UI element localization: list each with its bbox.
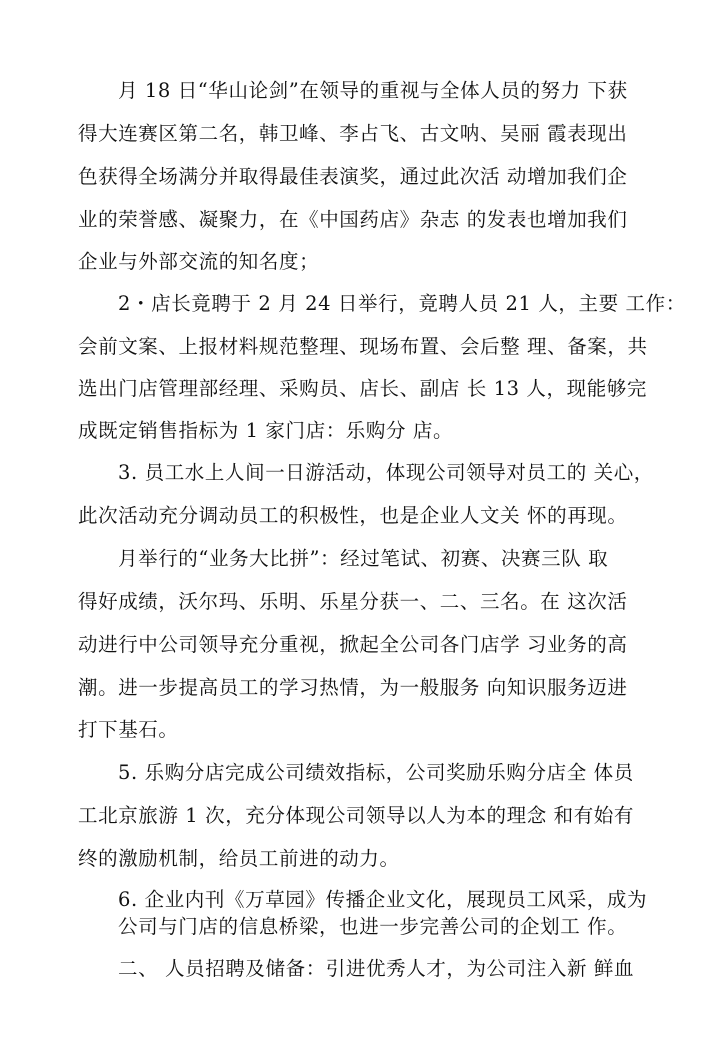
text-line: 动进行中公司领导充分重视，掀起全公司各门店学 习业务的高 bbox=[78, 633, 628, 656]
text-line: 工北京旅游 1 次，充分体现公司领导以人为本的理念 和有始有 bbox=[78, 804, 635, 827]
text-line: 打下基石。 bbox=[78, 718, 179, 741]
text-line: 得好成绩，沃尔玛、乐明、乐星分获一、二、三名。在 这次活 bbox=[78, 590, 628, 613]
text-line: 企业与外部交流的知名度； bbox=[78, 250, 320, 273]
text-line: 色获得全场满分并取得最佳表演奖，通过此次活 动增加我们企 bbox=[78, 165, 628, 188]
text-line: 得大连赛区第二名，韩卫峰、李占飞、古文呐、吴丽 霞表现出 bbox=[78, 122, 628, 145]
text-line: 选出门店管理部经理、采购员、店长、副店 长 13 人，现能够完 bbox=[78, 377, 648, 400]
text-line: 成既定销售指标为 1 家门店：乐购分 店。 bbox=[78, 419, 454, 442]
text-line: 月举行的“业务大比拼”：经过笔试、初赛、决赛三队 取 bbox=[118, 547, 609, 570]
text-line: 2・店长竟聘于 2 月 24 日举行，竟聘人员 21 人，主要 工作： bbox=[118, 292, 686, 315]
text-line: 公司与门店的信息桥梁，也进一步完善公司的企划工 作。 bbox=[118, 915, 628, 938]
text-line: 潮。进一步提高员工的学习热情，为一般服务 向知识服务迈进 bbox=[78, 676, 628, 699]
text-line: 业的荣誉感、凝聚力，在《中国药店》杂志 的发表也增加我们 bbox=[78, 208, 628, 231]
text-line: 会前文案、上报材料规范整理、现场布置、会后整 理、备案，共 bbox=[78, 335, 648, 358]
text-line: 3. 员工水上人间一日游活动，体现公司领导对员工的 关心， bbox=[118, 461, 654, 484]
text-line: 此次活动充分调动员工的积极性，也是企业人文关 怀的再现。 bbox=[78, 504, 628, 527]
text-line: 月 18 日“华山论剑”在领导的重视与全体人员的努力 下获 bbox=[118, 79, 628, 102]
section-heading: 二、 人员招聘及储备：引进优秀人才，为公司注入新 鲜血 bbox=[118, 957, 635, 980]
text-line: 终的激励机制，给员工前进的动力。 bbox=[78, 847, 400, 870]
text-line: 5. 乐购分店完成公司绩效指标，公司奖励乐购分店全 体员 bbox=[118, 761, 634, 784]
text-line: 6. 企业内刊《万草园》传播企业文化，展现员工风采，成为 bbox=[118, 888, 648, 911]
